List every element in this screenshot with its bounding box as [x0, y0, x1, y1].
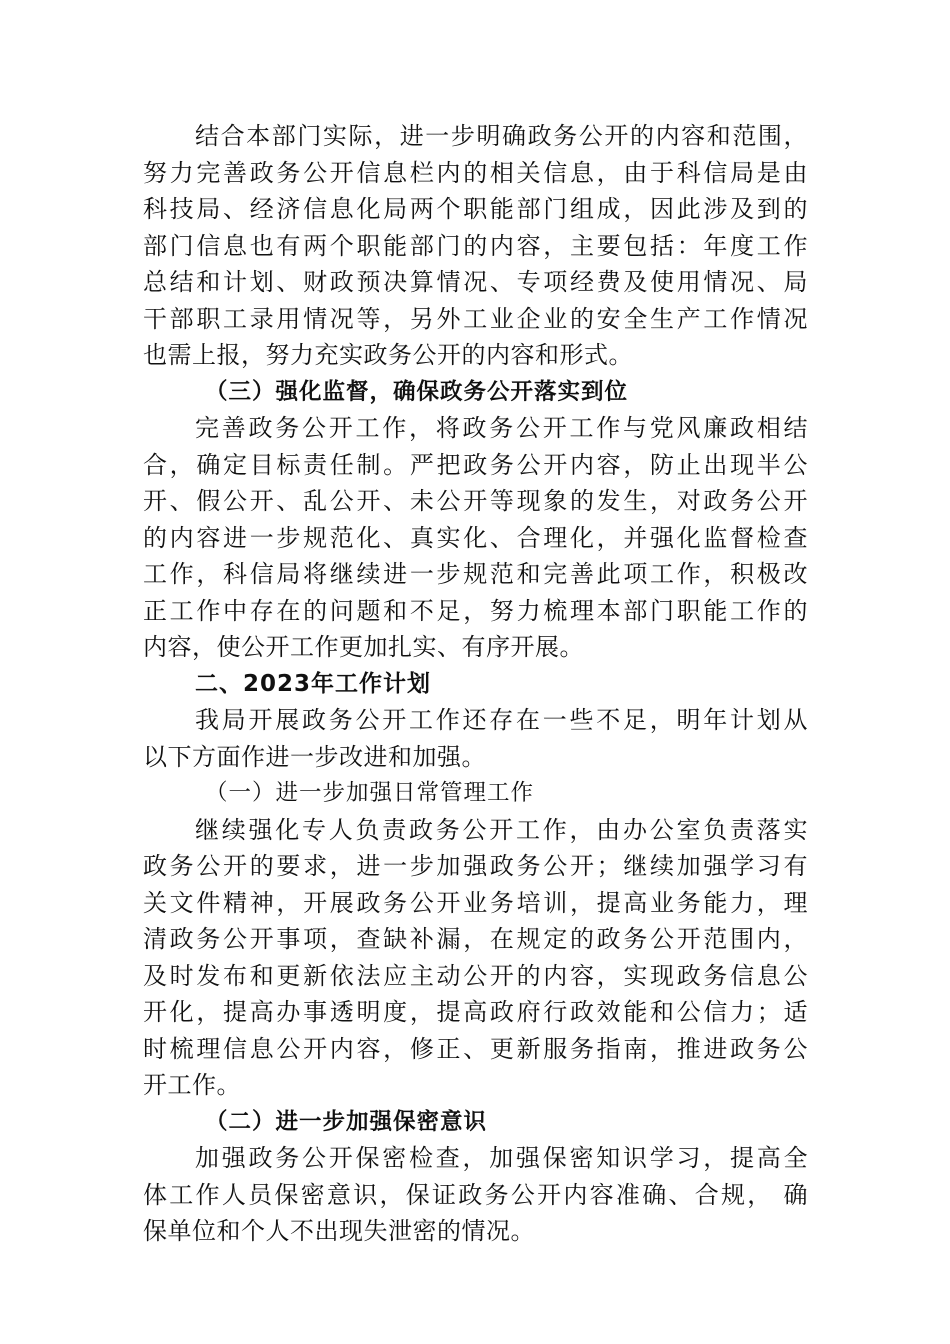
paragraph-line: 完善政务公开工作，将政务公开工作与党风廉政相结 — [195, 414, 808, 442]
paragraph — [143, 702, 808, 775]
subsection-heading: （三）强化监督，确保政务公开落实到位 — [205, 378, 629, 405]
paragraph-line: 清政务公开事项，查缺补漏，在规定的政务公开范围内， — [143, 925, 808, 953]
paragraph-line: 的内容进一步规范化、真实化、合理化，并强化监督检查 — [143, 523, 808, 552]
paragraph-line: 也需上报，努力充实政务公开的内容和形式。 — [143, 341, 633, 369]
paragraph-line: 时梳理信息公开内容，修正、更新服务指南，推进政务公 — [143, 1034, 808, 1063]
paragraph-line: 政务公开的要求，进一步加强政务公开；继续加强学习有 — [143, 852, 808, 880]
paragraph-line: 合，确定目标责任制。严把政务公开内容，防止出现半公 — [143, 450, 808, 479]
paragraph-line: 努力完善政务公开信息栏内的相关信息，由于科信局是由 — [143, 158, 808, 187]
section-heading: 二、2023年工作计划 — [195, 670, 432, 697]
paragraph-line: 我局开展政务公开工作还存在一些不足，明年计划从 — [195, 706, 808, 734]
paragraph — [143, 812, 808, 1104]
subsection-heading: （二）进一步加强保密意识 — [205, 1108, 488, 1135]
paragraph-line: 内容，使公开工作更加扎实、有序开展。 — [143, 633, 584, 661]
paragraph-line: 开工作。 — [143, 1071, 241, 1099]
paragraph-line: 工作，科信局将继续进一步规范和完善此项工作，积极改 — [143, 560, 808, 588]
paragraph — [143, 410, 808, 666]
paragraph-line: 部门信息也有两个职能部门的内容，主要包括：年度工作 — [143, 231, 808, 260]
paragraph-line: 科技局、经济信息化局两个职能部门组成，因此涉及到的 — [143, 195, 808, 223]
paragraph-line: 开、假公开、乱公开、未公开等现象的发生，对政务公开 — [143, 487, 808, 515]
paragraph — [143, 118, 808, 374]
paragraph-line: 关文件精神，开展政务公开业务培训，提高业务能力，理 — [143, 888, 808, 917]
paragraph-line: 继续强化专人负责政务公开工作，由办公室负责落实 — [195, 815, 808, 844]
paragraph-line: 结合本部门实际，进一步明确政务公开的内容和范围， — [195, 122, 808, 150]
paragraph-line: 及时发布和更新依法应主动公开的内容，实现政务信息公 — [143, 961, 808, 990]
paragraph — [143, 1140, 808, 1250]
paragraph-line: 保单位和个人不出现失泄密的情况。 — [143, 1217, 535, 1245]
paragraph-line: 开化，提高办事透明度，提高政府行政效能和公信力；适 — [143, 998, 808, 1026]
paragraph-line: 以下方面作进一步改进和加强。 — [143, 742, 486, 771]
paragraph-line: 加强政务公开保密检查，加强保密知识学习，提高全 — [195, 1144, 808, 1172]
paragraph-line: 总结和计划、财政预决算情况、专项经费及使用情况、局 — [143, 268, 808, 296]
subsection-heading: （一）进一步加强日常管理工作 — [205, 780, 535, 806]
document-body — [143, 118, 808, 1250]
paragraph-line: 正工作中存在的问题和不足，努力梳理本部门职能工作的 — [143, 596, 808, 625]
paragraph-line: 体工作人员保密意识，保证政务公开内容准确、合规， 确 — [143, 1180, 808, 1209]
paragraph-line: 干部职工录用情况等，另外工业企业的安全生产工作情况 — [143, 304, 808, 333]
